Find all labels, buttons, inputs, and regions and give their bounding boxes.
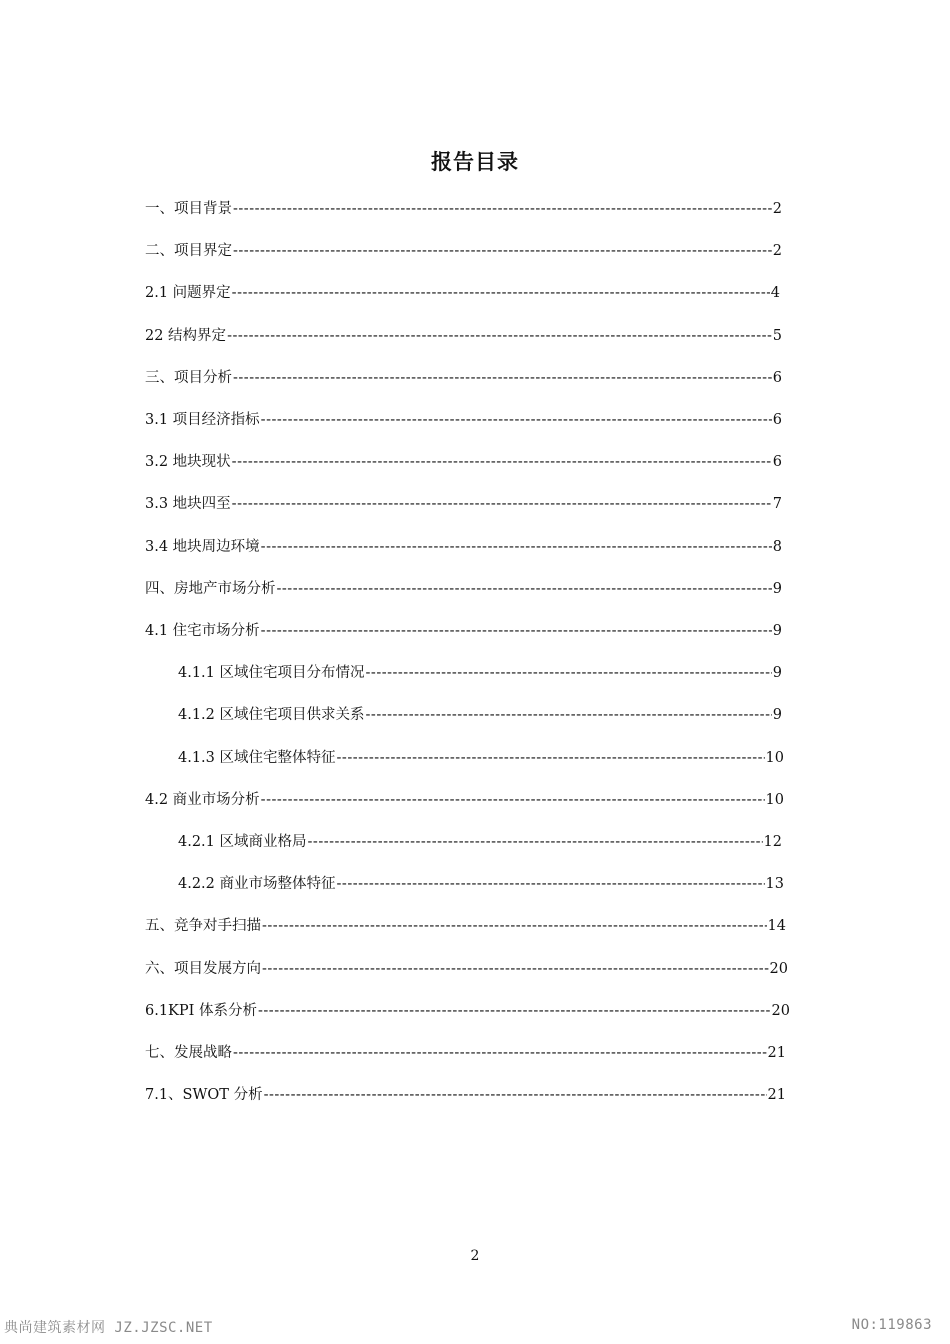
toc-entry-title: 六、项目发展方向 <box>145 960 261 977</box>
toc-entry[interactable] <box>145 534 782 560</box>
toc-entry[interactable] <box>178 871 784 897</box>
toc-entry-page: 7 <box>772 496 782 513</box>
toc-entry-title: 3.4 地块周边环境 <box>145 538 260 555</box>
toc-entry-title: 7.1、SWOT 分析 <box>145 1087 263 1104</box>
toc-entry-title: 三、项目分析 <box>145 369 232 386</box>
toc-leader <box>308 829 763 855</box>
toc-entry[interactable] <box>178 660 782 686</box>
toc-entry-title: 4.1.1 区域住宅项目分布情况 <box>178 665 365 682</box>
toc-leader <box>264 1082 767 1108</box>
toc-leader <box>337 871 765 897</box>
toc-entry-page: 20 <box>771 1002 790 1019</box>
toc-entry-title: 七、发展战略 <box>145 1045 232 1061</box>
toc-entry[interactable] <box>145 196 782 222</box>
toc-leader <box>262 956 769 982</box>
toc-entry-page: 5 <box>772 327 782 344</box>
toc-leader <box>232 491 772 517</box>
toc-entry-title: 3.3 地块四至 <box>145 496 231 513</box>
toc-entry[interactable] <box>145 323 782 349</box>
watermark-id: NO:119863 <box>851 1317 932 1333</box>
toc-entry-page: 20 <box>769 960 788 977</box>
toc-leader <box>262 913 767 939</box>
toc-entry-page: 21 <box>767 1045 786 1061</box>
toc-entry-title: 二、项目界定 <box>145 243 232 260</box>
toc-entry[interactable] <box>178 829 782 855</box>
watermark-site: 典尚建筑素材网 JZ.JZSC.NET <box>4 1320 213 1336</box>
toc-entry-page: 12 <box>763 834 782 850</box>
toc-entry-title: 一、项目背景 <box>145 201 232 217</box>
toc-entry-title: 4.2 商业市场分析 <box>145 791 260 808</box>
toc-leader <box>233 196 772 222</box>
toc-leader <box>337 745 765 771</box>
toc-entry-title: 4.2.1 区域商业格局 <box>178 834 307 850</box>
toc-entry-title: 6.1KPI 体系分析 <box>145 1002 257 1019</box>
toc-entry-page: 13 <box>765 876 784 893</box>
toc-leader <box>366 660 772 686</box>
toc-entry[interactable] <box>145 365 782 391</box>
toc-entry-page: 10 <box>765 749 784 766</box>
toc-entry[interactable] <box>145 238 782 264</box>
toc-entry[interactable] <box>178 702 782 728</box>
toc-entry-title: 五、竞争对手扫描 <box>145 918 261 935</box>
toc-entry-title: 3.1 项目经济指标 <box>145 412 260 428</box>
toc-entry-title: 4.1.2 区域住宅项目供求关系 <box>178 707 365 724</box>
toc-entry-page: 2 <box>772 201 782 217</box>
toc-entry-page: 9 <box>772 707 782 724</box>
toc-entry[interactable] <box>145 1040 786 1066</box>
toc-entry-page: 14 <box>767 918 786 935</box>
toc-leader <box>261 618 772 644</box>
toc-entry-page: 6 <box>772 412 782 428</box>
toc-entry-page: 2 <box>772 243 782 260</box>
toc-entry-page: 9 <box>772 665 782 682</box>
toc-leader <box>258 998 771 1024</box>
toc-entry[interactable] <box>145 787 784 813</box>
page-number: 2 <box>470 1248 480 1264</box>
toc-entry[interactable] <box>145 998 790 1024</box>
toc-leader <box>261 407 772 433</box>
toc-entry-page: 9 <box>772 623 782 639</box>
toc-entry[interactable] <box>145 407 782 433</box>
toc-entry[interactable] <box>145 618 782 644</box>
toc-leader <box>261 787 765 813</box>
toc-entry[interactable] <box>145 449 782 475</box>
toc-leader <box>232 280 770 306</box>
toc-leader <box>366 702 772 728</box>
toc-entry[interactable] <box>145 1082 786 1108</box>
toc-entry-title: 22 结构界定 <box>145 327 227 344</box>
toc-entry-title: 四、房地产市场分析 <box>145 580 276 597</box>
toc-entry-page: 9 <box>772 580 782 597</box>
toc-entry-title: 4.1.3 区域住宅整体特征 <box>178 749 336 766</box>
toc-entry-title: 3.2 地块现状 <box>145 454 231 471</box>
toc-entry-page: 6 <box>772 454 782 471</box>
page-title: 报告目录 <box>431 149 519 174</box>
toc-leader <box>233 365 772 391</box>
toc-entry-page: 6 <box>772 369 782 386</box>
toc-leader <box>232 449 772 475</box>
toc-leader <box>277 576 772 602</box>
toc-entry-page: 4 <box>770 285 780 302</box>
toc-entry-title: 4.2.2 商业市场整体特征 <box>178 876 336 893</box>
toc-entry[interactable] <box>145 491 782 517</box>
toc-entry[interactable] <box>145 956 788 982</box>
toc-entry-page: 8 <box>772 538 782 555</box>
toc-leader <box>227 323 772 349</box>
toc-entry[interactable] <box>145 913 786 939</box>
toc-entry[interactable] <box>178 745 784 771</box>
toc-entry-title: 2.1 问题界定 <box>145 285 231 302</box>
toc-entry-page: 21 <box>767 1087 786 1104</box>
toc-leader <box>233 1040 767 1066</box>
toc-leader <box>233 238 772 264</box>
toc-entry[interactable] <box>145 280 780 306</box>
toc-entry-title: 4.1 住宅市场分析 <box>145 623 260 639</box>
toc-entry-page: 10 <box>765 791 784 808</box>
toc-leader <box>261 534 772 560</box>
toc-entry[interactable] <box>145 576 782 602</box>
